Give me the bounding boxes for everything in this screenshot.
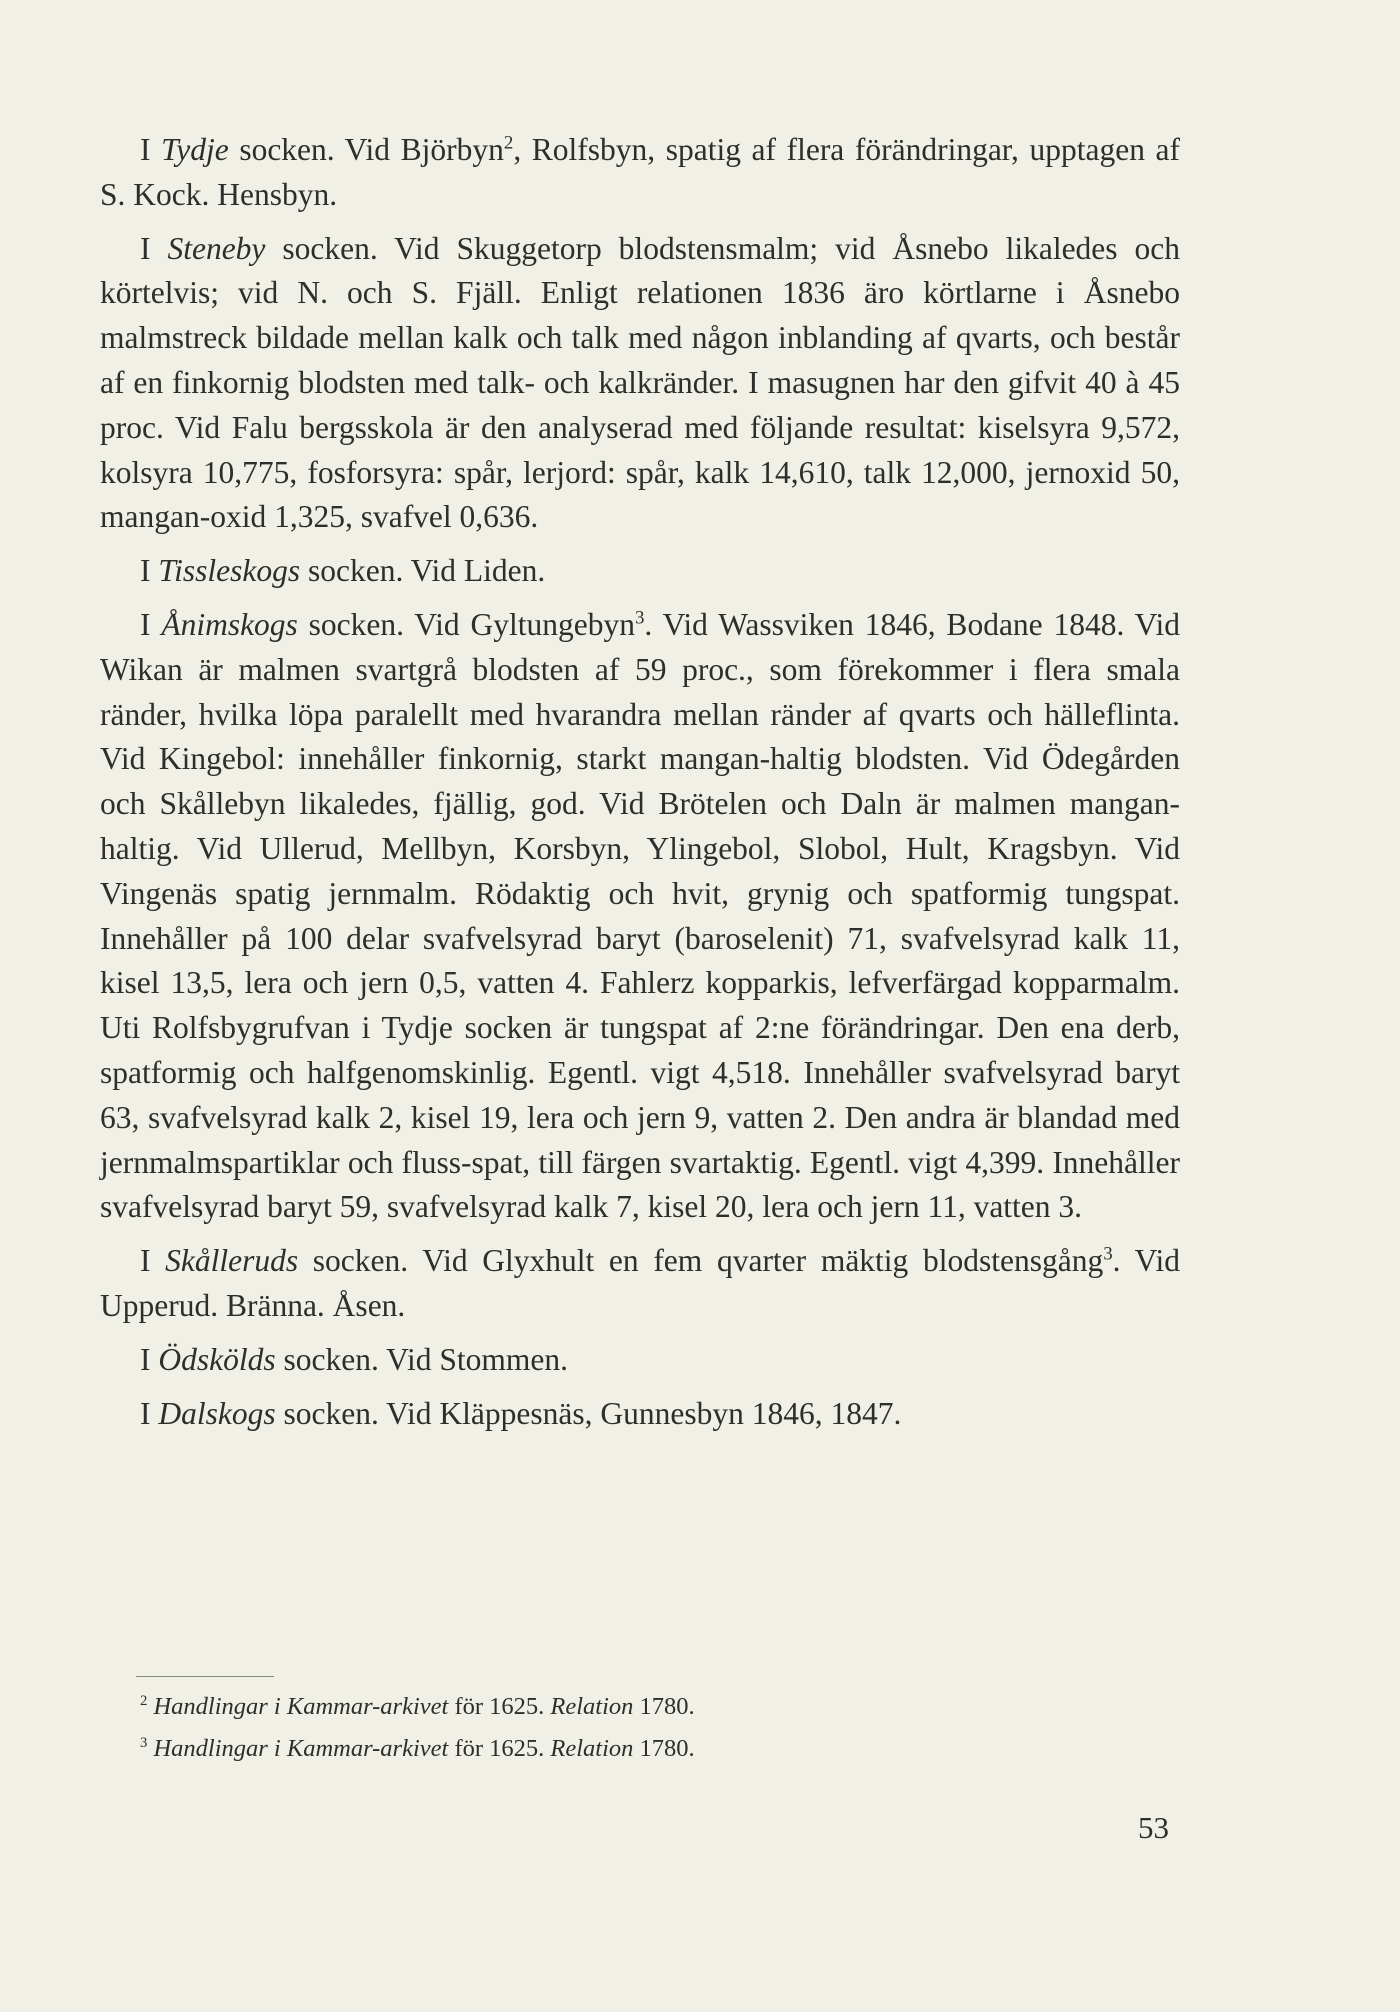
parish-name: Steneby	[167, 230, 266, 266]
parish-name: Skålleruds	[165, 1243, 299, 1279]
paragraph-text: socken. Vid Björbyn	[228, 132, 504, 167]
footnote-year: 1780.	[633, 1735, 695, 1762]
paragraph	[100, 227, 1180, 541]
footnote-reference: 3	[634, 607, 645, 629]
footnote-divider	[136, 1676, 274, 1677]
paragraph-lead: I	[140, 1341, 159, 1377]
paragraph-lead: I	[140, 606, 162, 642]
paragraph	[100, 128, 1180, 218]
paragraph-text: socken. Vid Liden.	[300, 553, 546, 589]
parish-name: Ånimskogs	[161, 606, 298, 642]
footnote-source-title: Handlingar i Kammar-arkivet	[153, 1735, 449, 1762]
paragraph-lead: I	[140, 230, 168, 266]
footnote-source-title: Handlingar i Kammar-arkivet	[153, 1693, 449, 1720]
parish-name: Tissleskogs	[158, 553, 301, 589]
paragraph-text: socken. Vid Skuggetorp blodstensmalm; vid Åsnebo likaledes och körtelvis; vid N. och S. Fjäll. Enligt relationen 1836 äro körtlarne i Åsnebo malmstreck bildade mellan kalk och talk med någon inblanding af qvarts, och består af en finkornig blodsten med talk- och kalkränder. I masugnen har den gifvit 40 à 45 proc. Vid Falu bergsskola är den analyserad med följande resultat: kiselsyra 9,572, kolsyra 10,775, fosforsyra: spår, lerjord: spår, kalk 14,610, talk 12,000, jernoxid 50, mangan-oxid 1,325, svafvel 0,636.	[100, 230, 1180, 535]
footnote-relation: Relation	[550, 1735, 634, 1762]
paragraph	[100, 1338, 1180, 1383]
paragraph-lead: I	[140, 1395, 159, 1431]
paragraph-text: socken. Vid Kläppesnäs, Gunnesbyn 1846, 1847.	[275, 1395, 902, 1431]
paragraph-lead: I	[140, 1243, 166, 1279]
footnote-year: 1780.	[633, 1693, 695, 1720]
footnotes	[100, 1686, 1180, 1770]
paragraph	[100, 549, 1180, 594]
paragraph-text: . Vid Wassviken 1846, Bodane 1848. Vid Wikan är malmen svartgrå blodsten af 59 proc., som förekommer i flera smala ränder, hvilka löpa paralellt med hvarandra mellan ränder af qvarts och hälleflinta. Vid Kingebol: innehåller finkornig, starkt mangan-haltig blodsten. Vid Ödegården och Skållebyn likaledes, fjällig, god. Vid Brötelen och Daln är malmen mangan-haltig. Vid Ullerud, Mellbyn, Korsbyn, Ylingebol, Slobol, Hult, Kragsbyn. Vid Vingenäs spatig jernmalm. Rödaktig och hvit, grynig och spatformig tungspat. Innehåller på 100 delar svafvelsyrad baryt (baroselenit) 71, svafvelsyrad kalk 11, kisel 13,5, lera och jern 0,5, vatten 4. Fahlerz kopparkis, lefverfärgad kopparmalm. Uti Rolfsbygrufvan i Tydje socken är tungspat af 2:ne förändringar. Den ena derb, spatformig och halfgenomskinlig. Egentl. vigt 4,518. Innehåller svafvelsyrad baryt 63, svafvelsyrad kalk 2, kisel 19, lera och jern 9, vatten 2. Den andra är blandad med jernmalmspartiklar och fluss-spat, till färgen svartaktig. Egentl. vigt 4,399. Innehåller svafvelsyrad baryt 59, svafvelsyrad kalk 7, kisel 20, lera och jern 11, vatten 3.	[100, 606, 1180, 1225]
parish-name: Tydje	[161, 132, 229, 167]
parish-name: Dalskogs	[158, 1395, 276, 1431]
paragraph-text: socken. Vid Stommen.	[275, 1341, 569, 1377]
paragraph-lead: I	[140, 553, 159, 589]
paragraph-text: socken. Vid Glyxhult en fem qvarter mäktig blodstensgång	[298, 1243, 1104, 1279]
paragraph-text: , Rolfsbyn, spatig af flera förändringar, upptagen af S. Kock. Hensbyn.	[100, 132, 1180, 212]
paragraph	[100, 1239, 1180, 1329]
footnote-marker: 3	[140, 1734, 148, 1751]
footnote-marker: 2	[140, 1692, 148, 1709]
footnote	[100, 1686, 1180, 1728]
page-body	[100, 128, 1180, 1445]
footnote-relation: Relation	[550, 1693, 634, 1720]
footnote-text: för 1625.	[448, 1693, 551, 1720]
paragraph-text: socken. Vid Gyltungebyn	[297, 606, 635, 642]
paragraph-text: . Vid Upperud. Bränna. Åsen.	[100, 1243, 1180, 1323]
paragraph	[100, 1392, 1180, 1437]
paragraph-lead: I	[140, 132, 162, 167]
footnote-reference: 3	[1103, 1243, 1113, 1265]
footnote-reference: 2	[503, 132, 514, 154]
paragraph	[100, 603, 1180, 1230]
page-number: 53	[1138, 1810, 1169, 1845]
footnote	[100, 1728, 1180, 1770]
footnote-text: för 1625.	[448, 1735, 551, 1762]
parish-name: Ödskölds	[158, 1341, 276, 1377]
